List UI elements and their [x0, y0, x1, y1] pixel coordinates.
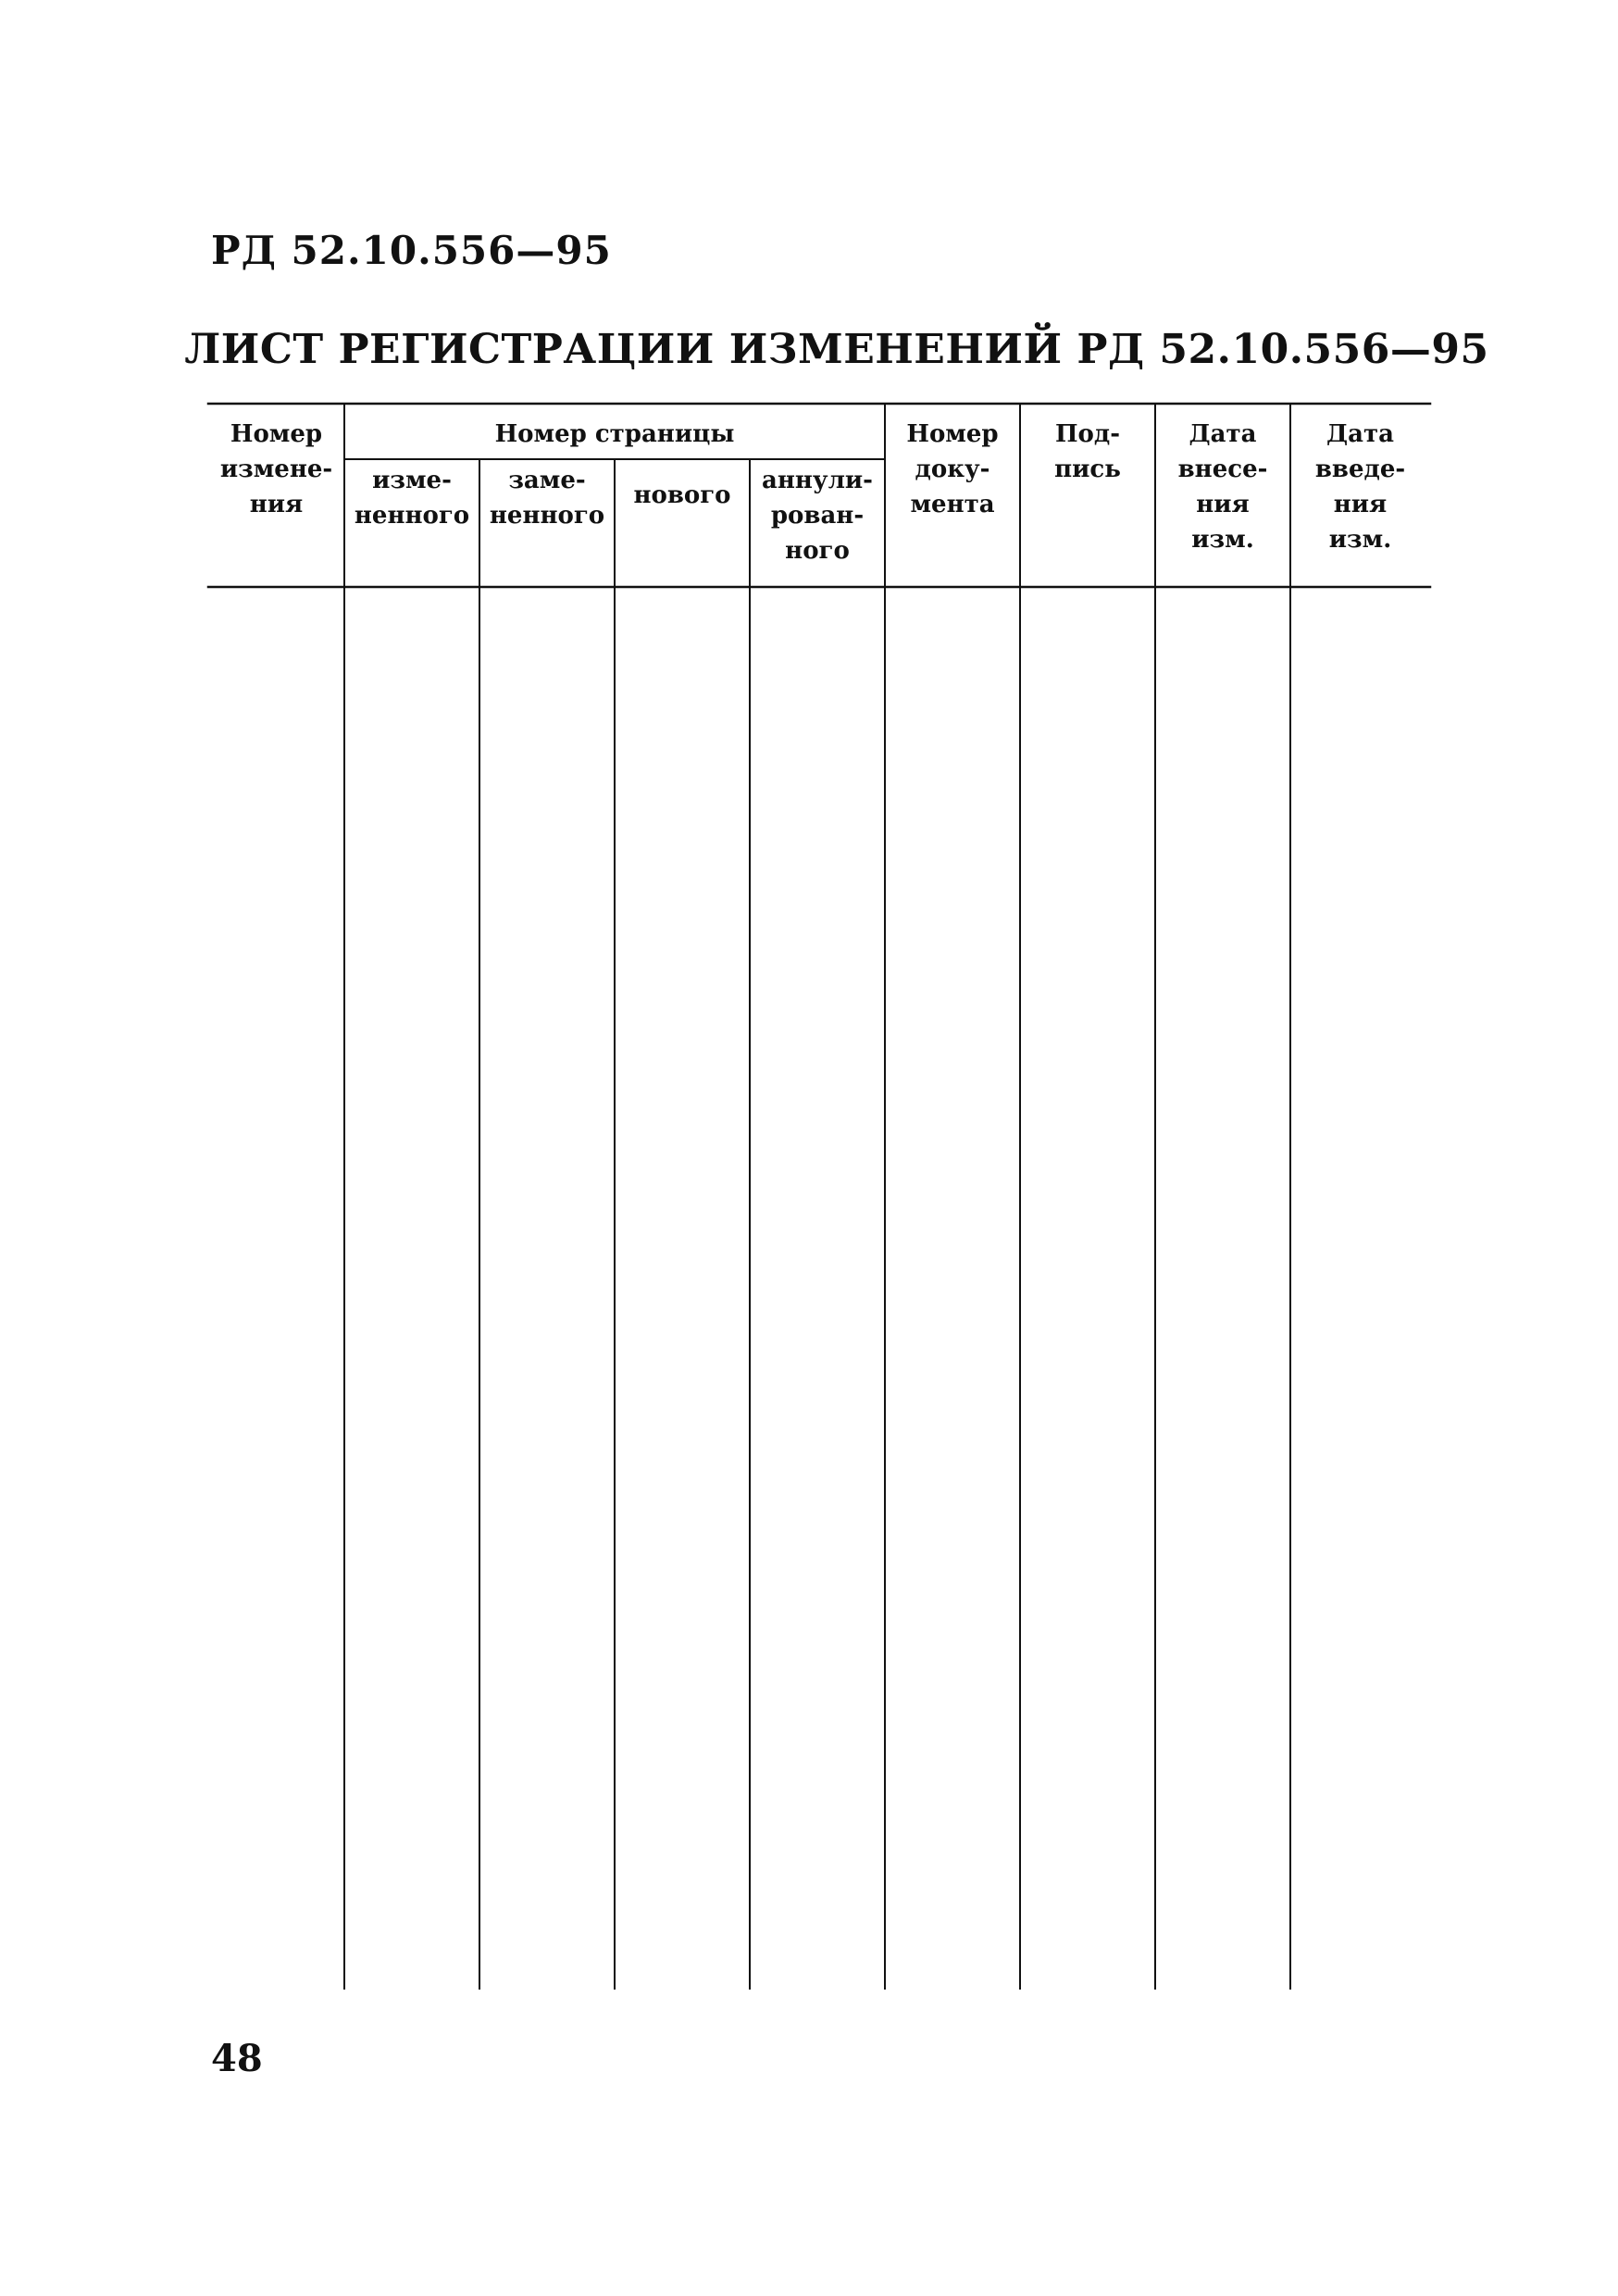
header-entry-date [1155, 417, 1290, 557]
header-signature-line: пись [1054, 455, 1121, 483]
header-effective-date-line: Дата [1326, 420, 1394, 448]
header-entry-date-line: изм. [1191, 526, 1254, 554]
header-changed-line: ненного [354, 502, 470, 530]
header-effective-date-line: изм. [1328, 526, 1392, 554]
header-cancelled-line: аннули- [762, 467, 873, 494]
header-document-number-line: Номер [906, 420, 999, 448]
document-code: РД 52.10.556—95 [211, 228, 612, 273]
sheet-title: ЛИСТ РЕГИСТРАЦИИ ИЗМЕНЕНИЙ РД 52.10.556—95 [184, 326, 1489, 373]
header-signature [1020, 417, 1155, 487]
header-entry-date-line: ния [1196, 491, 1250, 518]
header-effective-date-line: ния [1333, 491, 1388, 518]
header-new [615, 478, 750, 513]
header-signature-line: Под- [1054, 420, 1120, 448]
header-effective-date-line: введе- [1314, 455, 1406, 483]
header-changed [344, 463, 479, 533]
header-change-number-line: ния [249, 491, 304, 518]
header-entry-date-line: Дата [1189, 420, 1257, 448]
header-replaced [479, 463, 615, 533]
header-new-line: нового [633, 481, 731, 509]
header-replaced-line: заме- [508, 467, 586, 494]
header-change-number-line: изменe- [219, 455, 333, 483]
header-changed-line: изме- [372, 467, 452, 494]
header-change-number-line: Номер [230, 420, 323, 448]
header-cancelled-line: ного [785, 537, 850, 565]
header-document-number [885, 417, 1020, 522]
header-cancelled [750, 463, 885, 568]
header-entry-date-line: внесе- [1177, 455, 1268, 483]
header-effective-date [1290, 417, 1430, 557]
header-change-number [208, 417, 344, 522]
header-page-number-group: Номер страницы [494, 420, 735, 448]
header-document-number-line: мента [910, 491, 995, 518]
header-document-number-line: доку- [915, 455, 990, 483]
header-cancelled-line: рован- [770, 502, 865, 530]
page-number: 48 [211, 2037, 263, 2080]
header-replaced-line: ненного [489, 502, 605, 530]
